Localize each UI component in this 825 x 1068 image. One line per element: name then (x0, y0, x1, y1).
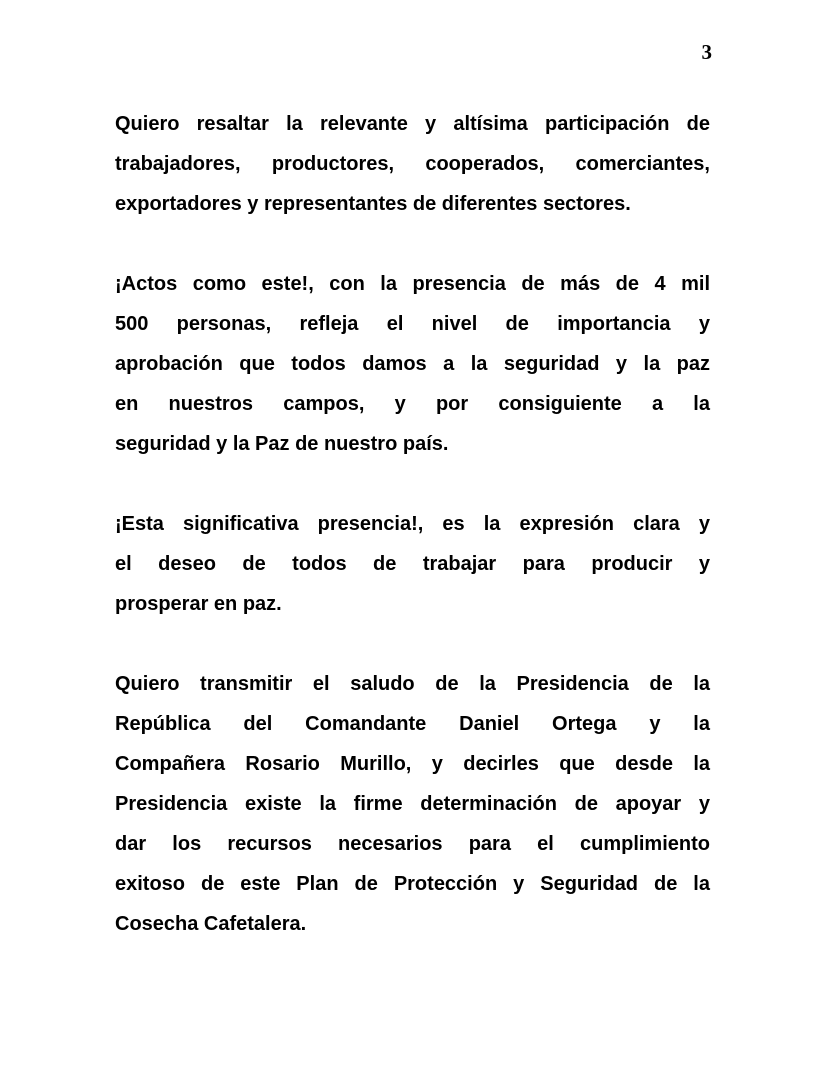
text-line: 500 personas, refleja el nivel de importancia y (115, 313, 710, 335)
text-line: República del Comandante Daniel Ortega y la (115, 713, 710, 735)
text-line: Cosecha Cafetalera. (115, 913, 307, 935)
text-line: dar los recursos necesarios para el cumplimiento (115, 833, 710, 855)
text-line: seguridad y la Paz de nuestro país. (115, 433, 449, 455)
paragraph (115, 104, 710, 224)
document-body (115, 104, 710, 984)
text-line: prosperar en paz. (115, 593, 282, 615)
text-line: Compañera Rosario Murillo, y decirles que desde la (115, 753, 710, 775)
paragraph (115, 504, 710, 624)
text-line: el deseo de todos de trabajar para producir y (115, 553, 710, 575)
text-line: trabajadores, productores, cooperados, comerciantes, (115, 153, 710, 175)
text-line: exitoso de este Plan de Protección y Seguridad de la (115, 873, 710, 895)
text-line: Quiero resaltar la relevante y altísima participación de (115, 113, 710, 135)
paragraph (115, 264, 710, 464)
text-line: ¡Actos como este!, con la presencia de más de 4 mil (115, 273, 710, 295)
text-line: ¡Esta significativa presencia!, es la expresión clara y (115, 513, 710, 535)
page-number: 3 (701, 40, 712, 64)
text-line: aprobación que todos damos a la seguridad y la paz (115, 353, 710, 375)
text-line: en nuestros campos, y por consiguiente a la (115, 393, 710, 415)
text-line: Quiero transmitir el saludo de la Presidencia de la (115, 673, 710, 695)
text-line: Presidencia existe la firme determinación de apoyar y (115, 793, 710, 815)
paragraph (115, 664, 710, 944)
text-line: exportadores y representantes de diferentes sectores. (115, 193, 631, 215)
